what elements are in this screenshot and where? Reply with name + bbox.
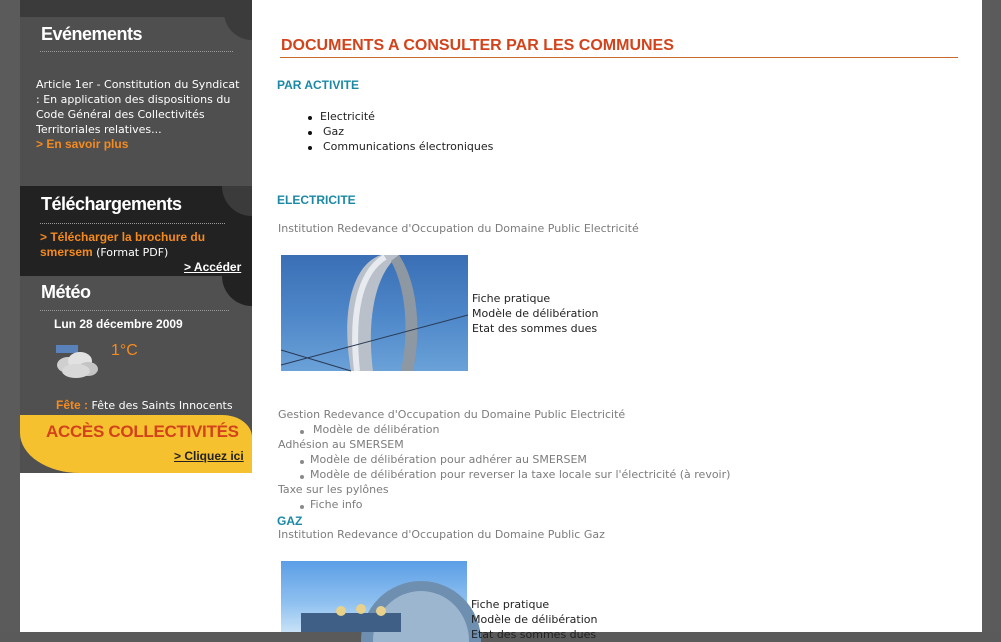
- section-gaz: GAZ: [277, 514, 303, 528]
- brochure-link[interactable]: > Télécharger la brochure du smersem (Format PDF): [40, 230, 206, 259]
- activity-link-communications[interactable]: Communications électroniques: [323, 140, 494, 153]
- access-download-link[interactable]: > Accéder: [184, 260, 242, 274]
- gaz-photo: [281, 561, 467, 632]
- section-electricite: ELECTRICITE: [277, 193, 356, 207]
- page-title: DOCUMENTS A CONSULTER PAR LES COMMUNES: [281, 37, 674, 54]
- adhesion-heading: Adhésion au SMERSEM: [278, 438, 404, 451]
- weather-date: Lun 28 décembre 2009: [54, 317, 183, 331]
- downloads-block: [20, 186, 252, 276]
- gestion-doc[interactable]: Modèle de délibération: [313, 423, 440, 436]
- weather-divider: [40, 310, 229, 311]
- title-divider: [280, 57, 958, 58]
- activity-link-gaz[interactable]: Gaz: [323, 125, 345, 138]
- events-block: [20, 0, 252, 186]
- gaz-doc-fiche-pratique[interactable]: Fiche pratique: [471, 598, 550, 611]
- gaz-doc-modele-deliberation[interactable]: Modèle de délibération: [471, 613, 598, 626]
- downloads-divider: [40, 223, 225, 224]
- doc-fiche-pratique[interactable]: Fiche pratique: [472, 292, 551, 305]
- downloads-title: Téléchargements: [41, 194, 182, 214]
- weather-title: Météo: [41, 282, 91, 302]
- doc-modele-deliberation[interactable]: Modèle de délibération: [472, 307, 599, 320]
- taxe-heading: Taxe sur les pylônes: [278, 483, 389, 496]
- electricite-photo: [281, 255, 468, 371]
- format-label: (Format PDF): [96, 246, 169, 259]
- gaz-docs: [471, 597, 597, 642]
- gaz-institution: Institution Redevance d'Occupation du Domaine Public Gaz: [278, 528, 605, 541]
- main-content: [252, 0, 982, 641]
- page-margin-left: [0, 0, 20, 632]
- electricite-docs: [472, 291, 598, 336]
- weather-temperature: 1°C: [111, 342, 138, 359]
- events-divider: [40, 51, 233, 52]
- events-more-link[interactable]: > En savoir plus: [36, 137, 129, 151]
- cloudy-icon: [54, 343, 100, 381]
- gestion-heading: Gestion Redevance d'Occupation du Domaine Public Electricité: [278, 408, 626, 421]
- gaz-doc-etat-sommes[interactable]: Etat des sommes dues: [471, 628, 597, 641]
- access-block[interactable]: [20, 415, 252, 473]
- taxe-doc[interactable]: Fiche info: [310, 498, 363, 511]
- doc-etat-sommes[interactable]: Etat des sommes dues: [472, 322, 598, 335]
- adhesion-doc-1[interactable]: Modèle de délibération pour adhérer au SMERSEM: [310, 453, 587, 466]
- sidebar: [20, 0, 252, 632]
- section-by-activity: PAR ACTIVITE: [277, 78, 360, 92]
- feast-line: Fête : Fête des Saints Innocents: [56, 398, 233, 412]
- activity-link-electricite[interactable]: Electricité: [320, 110, 375, 123]
- page-margin-right: [982, 0, 1001, 632]
- adhesion-doc-2[interactable]: Modèle de délibération pour reverser la taxe locale sur l'électricité (à revoir): [310, 468, 731, 481]
- events-text: Article 1er - Constitution du Syndicat : En application des dispositions du Code Général des Collectivités Territoriales relatives...: [36, 78, 240, 136]
- events-title: Evénements: [41, 24, 143, 44]
- access-title: ACCÈS COLLECTIVITÉS: [46, 422, 239, 441]
- weather-block: [20, 276, 252, 415]
- access-click-link[interactable]: > Cliquez ici: [174, 449, 244, 463]
- electricite-institution: Institution Redevance d'Occupation du Domaine Public Electricité: [278, 222, 639, 235]
